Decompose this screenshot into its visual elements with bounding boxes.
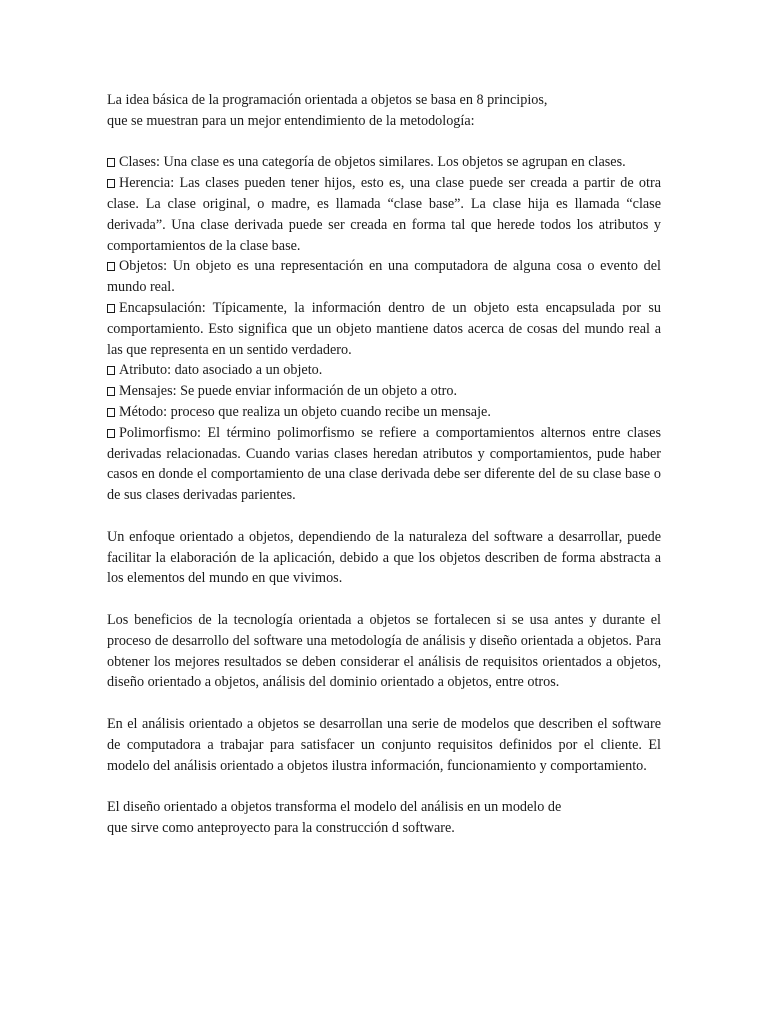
paragraph-gap — [107, 589, 661, 610]
document-page — [107, 90, 661, 839]
paragraph-gap — [107, 693, 661, 714]
principle-item-metodo — [107, 402, 661, 423]
principle-item-encapsulacion — [107, 298, 661, 360]
principle-item-mensajes — [107, 381, 661, 402]
principle-text: Encapsulación: Típicamente, la información dentro de un objeto esta encapsulada por su comportamiento. Esto significa que un objeto mantiene datos acerca de cosas del mundo real a las que representa en un sentido verdadero. — [107, 299, 661, 358]
principle-text: Herencia: Las clases pueden tener hijos, esto es, una clase puede ser creada a partir de otra clase. La clase original, o madre, es llamada “clase base”. La clase hija es llamada “clase derivada”. Una clase derivada puede ser creada en forma tal que herede todos los atributos y comportamientos de la clase base. — [107, 175, 661, 254]
closing-line: El diseño orientado a objetos transforma el modelo del análisis en un modelo de — [107, 799, 562, 816]
missing-glyph-box-icon — [107, 179, 115, 188]
missing-glyph-box-icon — [107, 262, 115, 271]
principle-item-objetos — [107, 256, 661, 298]
principle-item-clases — [107, 152, 661, 173]
body-paragraph: En el análisis orientado a objetos se desarrollan una serie de modelos que describen el software de computadora a trabajar para satisfacer un conjunto requisitos definidos por el cliente. El modelo del análisis orientado a objetos ilustra información, funcionamiento y comportamiento. — [107, 715, 661, 774]
paragraph-gap — [107, 132, 661, 153]
paragraph-gap — [107, 776, 661, 797]
principle-text: Clases: Una clase es una categoría de objetos similares. Los objetos se agrupan en clases. — [119, 154, 626, 171]
missing-glyph-box-icon — [107, 158, 115, 167]
body-paragraph: Los beneficios de la tecnología orientada a objetos se fortalecen si se usa antes y durante el proceso de desarrollo del software una metodología de análisis y diseño orientada a objetos. Para obtener los mejores resultados se deben considerar el análisis de requisitos orientados a objetos, diseño orientado a objetos, análisis del dominio orientado a objetos, entre otros. — [107, 611, 661, 691]
principle-text: Polimorfismo: El término polimorfismo se refiere a comportamientos alternos entre clases derivadas relacionadas. Cuando varias clases heredan atributos y comportamientos, pude haber casos en donde el comportamiento de una clase derivada debe ser diferente del de su clase base o de sus clases derivadas parientes. — [107, 424, 661, 504]
principle-text: Objetos: Un objeto es una representación en una computadora de alguna cosa o evento del mundo real. — [107, 258, 661, 296]
intro-line: que se muestran para un mejor entendimiento de la metodología: — [107, 112, 475, 129]
principle-text: Mensajes: Se puede enviar información de un objeto a otro. — [119, 383, 458, 400]
closing-line: que sirve como anteproyecto para la construcción d software. — [107, 819, 455, 836]
body-paragraph: Un enfoque orientado a objetos, dependiendo de la naturaleza del software a desarrollar, puede facilitar la elaboración de la aplicación, debido a que los objetos describen de forma abstracta a los elementos del mundo en que vivimos. — [107, 528, 661, 587]
principle-text: Atributo: dato asociado a un objeto. — [119, 362, 323, 379]
missing-glyph-box-icon — [107, 366, 115, 375]
closing-paragraph — [107, 797, 661, 839]
principles-list — [107, 152, 661, 506]
principle-item-herencia — [107, 173, 661, 256]
missing-glyph-box-icon — [107, 387, 115, 396]
principle-text: Método: proceso que realiza un objeto cuando recibe un mensaje. — [119, 403, 491, 420]
missing-glyph-box-icon — [107, 304, 115, 313]
intro-line: La idea básica de la programación orientada a objetos se basa en 8 principios, — [107, 92, 548, 108]
missing-glyph-box-icon — [107, 408, 115, 417]
paragraph-gap — [107, 506, 661, 527]
principle-item-atributo — [107, 360, 661, 381]
intro-paragraph — [107, 90, 661, 132]
principle-item-polimorfismo — [107, 423, 661, 506]
missing-glyph-box-icon — [107, 429, 115, 438]
